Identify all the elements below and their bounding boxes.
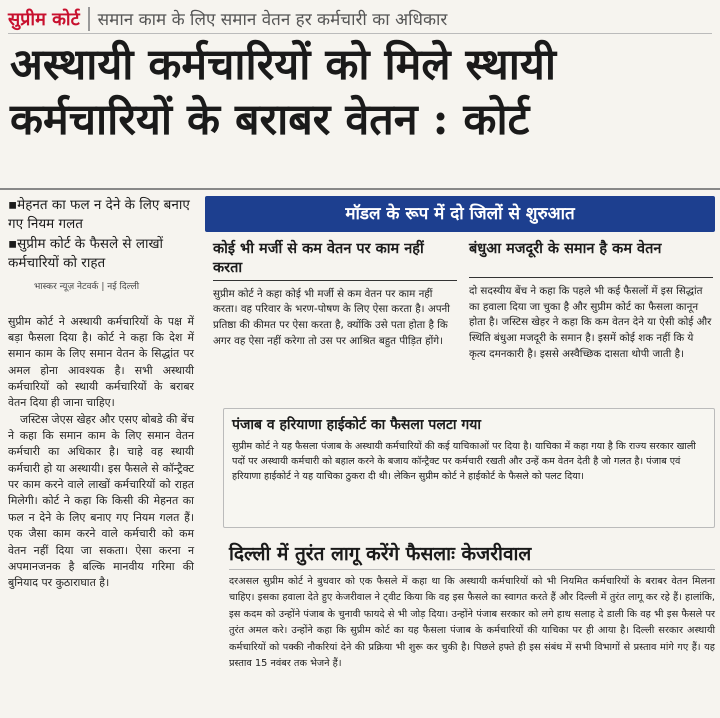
section-header xyxy=(8,4,712,34)
highlight-bullet: ▪ सुप्रीम कोर्ट के फैसले से लाखों कर्मचारियों को राहत xyxy=(8,235,194,272)
highcourt-box xyxy=(223,408,715,528)
paragraph: सुप्रीम कोर्ट ने अस्थायी कर्मचारियों के पक्ष में बड़ा फैसला दिया है। कोर्ट ने कहा कि देश में समान काम के लिए समान वेतन के सिद्धांत पर अमल होना आवश्यक है। सभी अस्थायी कर्मचारियों को स्थायी कर्मचारियों के बराबर वेतन दिया ही जाना चाहिए। xyxy=(8,314,194,410)
story-text: दो सदस्यीय बेंच ने कहा कि पहले भी कई फैसलों में इस सिद्धांत का हवाला दिया जा चुका है और सुप्रीम कोर्ट का फैसला कानून होता है। जस्टिस खेहर ने कहा कि कम वेतन देने या ऐसी कोई और स्थिति बंधुआ मजदूरी के समान है। इसमें कोई शक नहीं कि ये कृत्य दमनकारी है। इससे अस्वैच्छिक दासता थोपी जाती है। xyxy=(469,285,712,360)
headline-line-1: अस्थायी कर्मचारियों को मिले स्थायी xyxy=(10,40,556,90)
left-column xyxy=(8,196,194,592)
delhi-heading: दिल्ली में तुरंत लागू करेंगे फैसलाः केजरीवाल xyxy=(229,540,715,570)
divider xyxy=(0,188,720,190)
story-subhead: बंधुआ मजदूरी के समान है कम वेतन xyxy=(469,240,713,278)
story-column xyxy=(469,240,713,362)
byline: भास्कर न्यूज़ नेटवर्क | नई दिल्ली xyxy=(34,281,140,292)
box-heading: पंजाब व हरियाणा हाईकोर्ट का फैसला पलटा गया xyxy=(232,417,482,433)
right-column xyxy=(205,196,715,669)
delhi-text: दरअसल सुप्रीम कोर्ट ने बुधवार को एक फैसले में कहा था कि अस्थायी कर्मचारियों को भी नियमित कर्मचारियों के बराबर वेतन मिलना चाहिए। इसका हवाला देते हुए केजरीवाल ने ट्वीट किया कि वह इस फैसले का स्वागत करते हैं और दिल्ली में तुरंत लागू कर रहे हैं। हालांकि, इस कदम को उन्होंने पंजाब के चुनावी फायदे से भी जोड़ दिया। उन्होंने पंजाब सरकार को लगे हाथ सलाह दे डाली कि वह भी इस फैसले पर तुरंत अमल करे। उन्होंने कहा कि सुप्रीम कोर्ट का यह फैसला पंजाब के कर्मचारियों की याचिका पर ही आया है। दिल्ली सरकार अस्थायी कर्मचारियों को पक्की नौकरियां देने की प्रक्रिया भी शुरू कर चुकी है। पिछले हफ्ते ही इस संबंध में सभी विभागों से प्रस्ताव मांगे गए हैं। यह प्रस्ताव 15 नवंबर तक भेजने हैं। xyxy=(229,576,715,669)
section-strap: समान काम के लिए समान वेतन हर कर्मचारी का अधिकार xyxy=(97,10,448,30)
box-text: सुप्रीम कोर्ट ने यह फैसला पंजाब के अस्थायी कर्मचारियों की कई याचिकाओं पर दिया है। याचिका में कहा गया है कि राज्य सरकार खाली पदों पर अस्थायी कर्मचारी को बहाल करने के बजाय कॉन्ट्रैक्ट पर कर्मचारी रखती और उन्हें कम वेतन देती है जो गलत है। पंजाब एवं हरियाणा हाईकोर्ट ने यह याचिका ठुकरा दी थी। लेकिन सुप्रीम कोर्ट ने हाईकोर्ट के फैसले को पलट दिया। xyxy=(232,441,696,482)
section-kicker: सुप्रीम कोर्ट xyxy=(8,7,90,31)
lead-article-body xyxy=(8,314,194,592)
highlight-bullet: ▪ मेहनत का फल न देने के लिए बनाए गए नियम गलत xyxy=(8,196,194,233)
paragraph: जस्टिस जेएस खेहर और एसए बोबडे की बेंच ने कहा कि समान काम के लिए समान वेतन कर्मचारी का अधिकार है। चाहे वह स्थायी कर्मचारी हो या अस्थायी। इस फैसले से कॉन्ट्रैक्ट पर काम करने वाले लाखों कर्मचारियों को राहत मिलेगी। कोर्ट ने कहा कि किसी की मेहनत का फल न देने के लिए बनाए गए नियम गलत हैं। एक जैसा काम करने वाले कर्मचारी को कम वेतन नहीं दिया जा सकता। ऐसा करना न अपमानजनक है बल्कि मानवीय गरिमा की बुनियाद पर कुठाराघात है। xyxy=(8,412,194,590)
two-column-stories xyxy=(213,240,713,362)
headline xyxy=(10,40,710,145)
story-text: सुप्रीम कोर्ट ने कहा कोई भी मर्जी से कम वेतन पर काम नहीं करता। वह परिवार के भरण-पोषण के लिए ऐसा करता है। अपनी प्रतिष्ठा की कीमत पर ऐसा करता है, क्योंकि उसे पता होता है कि अगर वह ऐसा नहीं करेगा तो उस पर आश्रित बहुत पीड़ित होंगे। xyxy=(213,287,450,347)
story-subhead: कोई भी मर्जी से कम वेतन पर काम नहीं करता xyxy=(213,240,457,281)
story-column xyxy=(213,240,457,362)
headline-line-2: कर्मचारियों के बराबर वेतन : कोर्ट xyxy=(10,94,530,145)
section-banner: मॉडल के रूप में दो जिलों से शुरुआत xyxy=(205,196,715,232)
